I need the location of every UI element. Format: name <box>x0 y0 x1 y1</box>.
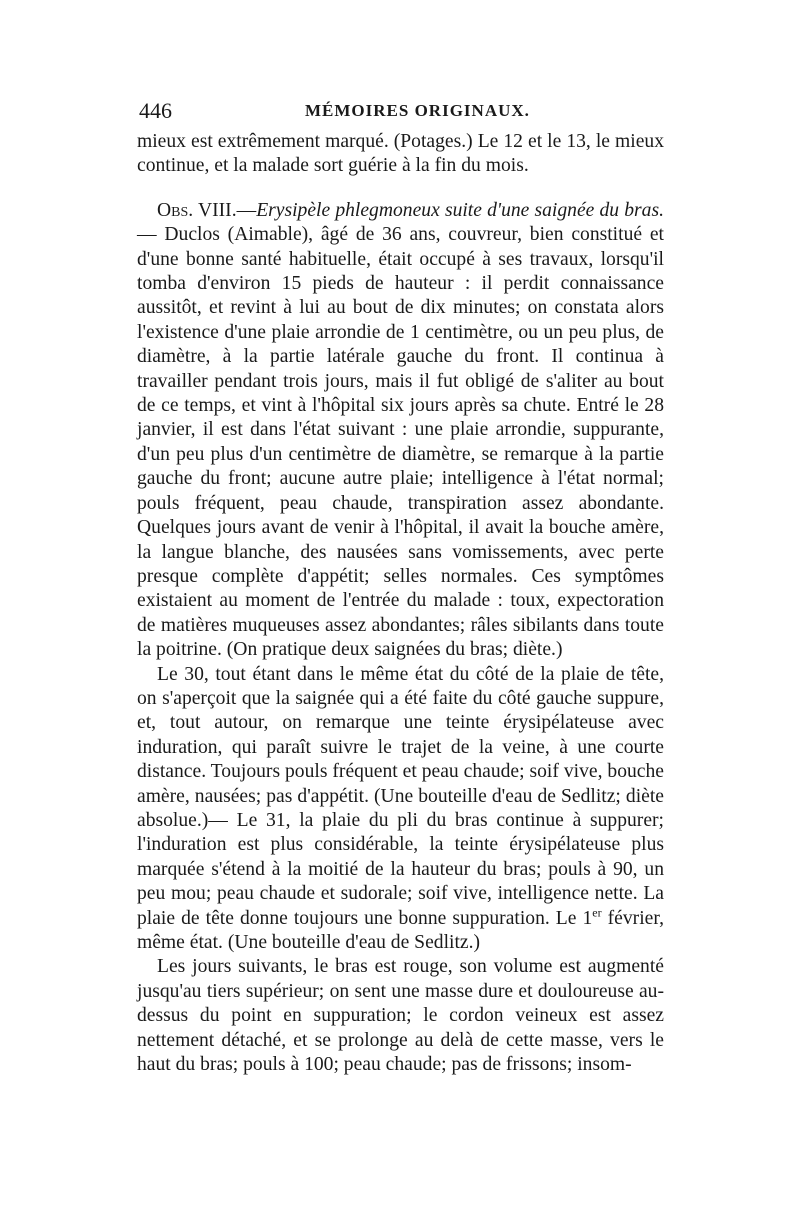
paragraph-observation <box>137 199 664 663</box>
observation-label: Obs. VIII. <box>157 199 237 221</box>
paragraph-day-30 <box>137 663 664 956</box>
page-header <box>137 98 664 130</box>
paragraph-following-days: Les jours suivants, le bras est rouge, son volume est augmenté jusqu'au tiers supérieur; on sent une masse dure et douloureuse au-dessus du point en suppuration; le cordon veineux est assez nettement détaché, et se prolonge au delà de cette masse, vers le haut du bras; pouls à 100; peau chaude; pas de frissons; insom- <box>137 956 664 1076</box>
observation-dash: — <box>137 224 157 246</box>
observation-title: Erysipèle phlegmoneux suite d'une saignée du bras. <box>256 199 664 221</box>
running-head: MÉMOIRES ORIGINAUX. <box>305 101 530 120</box>
paragraph-text: février, même état. (Une bouteille d'eau de Sedlitz.) <box>137 907 664 953</box>
ordinal-superscript: er <box>592 905 602 920</box>
document-page <box>137 98 664 1077</box>
paragraph-continuation: mieux est extrêmement marqué. (Potages.) Le 12 et le 13, le mieux continue, et la malade sort guérie à la fin du mois. <box>137 131 664 177</box>
page-number: 446 <box>139 98 172 123</box>
observation-body: Duclos (Aimable), âgé de 36 ans, couvreur, bien constitué et d'une bonne santé habituelle, était occupé à ses travaux, lorsqu'il tomba d'environ 15 pieds de hauteur : il perdit connaissance aussitôt, et revint à lui au bout de dix minutes; on constata alors l'existence d'une plaie arrondie de 1 centimètre, ou un peu plus, de diamètre, à la partie latérale gauche du front. Il continua à travailler pendant trois jours, mais il fut obligé de s'aliter au bout de ce temps, et vint à l'hôpital six jours après sa chute. Entré le 28 janvier, il est dans l'état suivant : une plaie arrondie, suppurante, d'un peu plus d'un centimètre de diamètre, se remarque à la partie gauche du front; aucune autre plaie; intelligence à l'état normal; pouls fréquent, peau chaude, transpiration assez abondante. Quelques jours avant de venir à l'hôpital, il avait la bouche amère, la langue blanche, des nausées sans vomissements, avec perte presque complète d'appétit; selles normales. Ces symptômes existaient au moment de l'entrée du malade : toux, expectoration de matières muqueuses assez abondantes; râles sibilants dans toute la poitrine. (On pratique deux saignées du bras; diète.) <box>137 224 664 661</box>
paragraph-text: Le 30, tout étant dans le même état du côté de la plaie de tête, on s'aperçoit que la saignée qui a été faite du côté gauche suppure, et, tout autour, on remarque une teinte érysipélateuse avec induration, qui paraît suivre le trajet de la veine, à une courte distance. Toujours pouls fréquent et peau chaude; soif vive, bouche amère, nausées; pas d'appétit. (Une bouteille d'eau de Sedlitz; diète absolue.)— Le 31, la plaie du pli du bras continue à suppurer; l'induration est plus considérable, la teinte érysipélateuse plus marquée s'étend à la moitié de la hauteur du bras; pouls à 90, un peu mou; peau chaude et sudorale; soif vive, intelligence nette. La plaie de tête donne toujours une bonne suppuration. Le 1 <box>137 663 664 929</box>
observation-dash: — <box>236 199 257 221</box>
